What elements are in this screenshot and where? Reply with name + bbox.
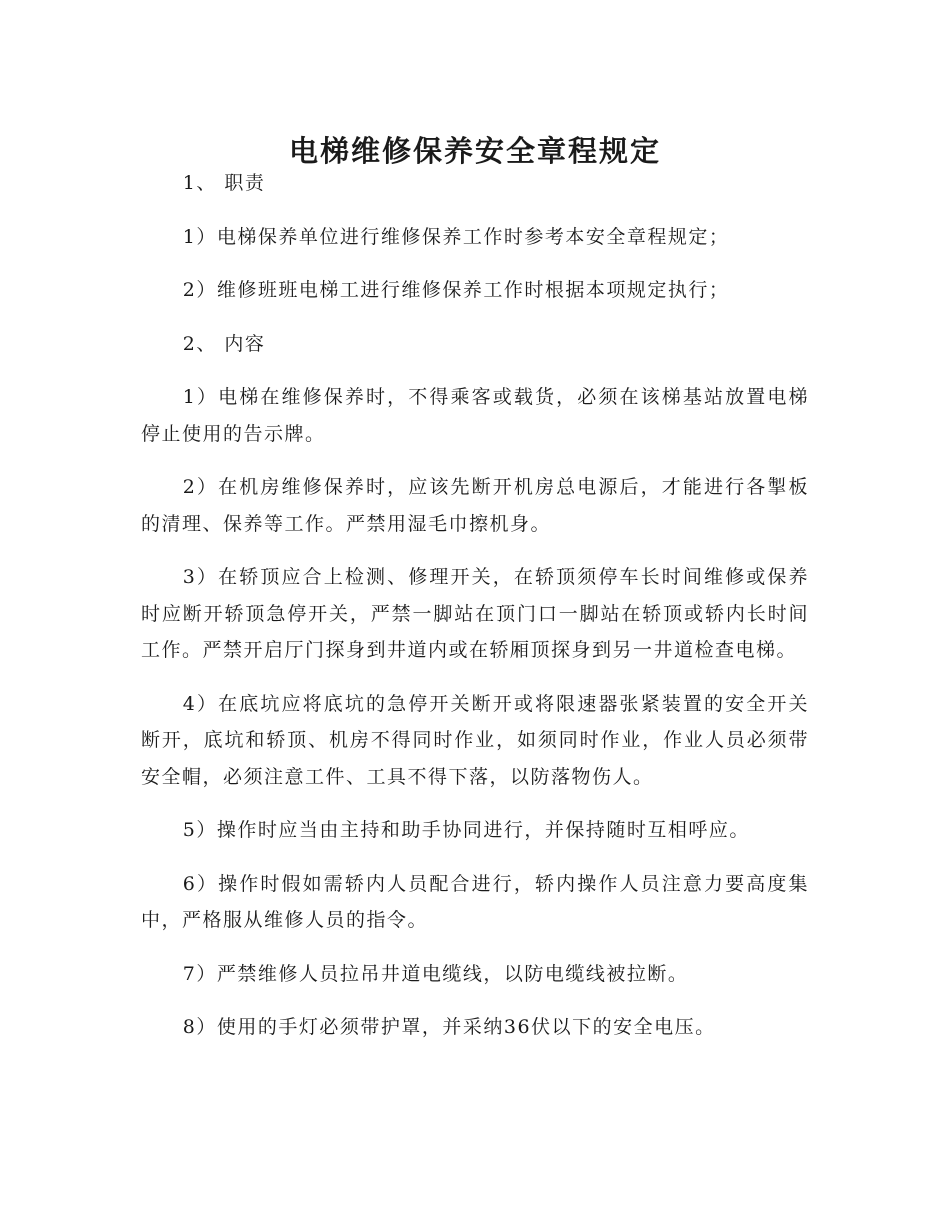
section-2-heading: 2、 内容 bbox=[182, 332, 266, 355]
document-title: 电梯维修保养安全章程规定 bbox=[288, 134, 661, 169]
section-2-item-3: 3）在轿顶应合上检测、修理开关，在轿顶须停车长时间维修或保养时应断开轿顶急停开关，严禁一脚站在顶门口一脚站在轿顶或轿内长时间工作。严禁开启厅门探身到井道内或在轿厢顶探身到另一井道检查电梯。 bbox=[141, 566, 809, 661]
section-2-item-7: 7）严禁维修人员拉吊井道电缆线，以防电缆线被拉断。 bbox=[182, 962, 689, 985]
section-2-item-5: 5）操作时应当由主持和助手协同进行，并保持随时互相呼应。 bbox=[182, 819, 750, 841]
section-2-item-6: 6）操作时假如需轿内人员配合进行，轿内操作人员注意力要高度集中，严格服从维修人员的指令。 bbox=[141, 872, 809, 931]
section-1-item-2: 2）维修班班电梯工进行维修保养工作时根据本项规定执行； bbox=[182, 279, 730, 301]
section-2-item-4: 4）在底坑应将底坑的急停开关断开或将限速器张紧装置的安全开关断开，底坑和轿顶、机房不得同时作业，如须同时作业，作业人员必须带安全帽，必须注意工件、工具不得下落，以防落物伤人。 bbox=[141, 692, 809, 788]
section-2-item-8: 8）使用的手灯必须带护罩，并采纳36伏以下的安全电压。 bbox=[182, 1016, 716, 1038]
section-1-item-1: 1）电梯保养单位进行维修保养工作时参考本安全章程规定； bbox=[182, 225, 730, 248]
section-1-heading: 1、 职责 bbox=[182, 172, 266, 194]
document-body bbox=[141, 165, 809, 1063]
section-2-item-2: 2）在机房维修保养时，应该先断开机房总电源后，才能进行各掣板的清理、保养等工作。严禁用湿毛巾擦机身。 bbox=[141, 476, 809, 535]
section-2-item-1: 1）电梯在维修保养时，不得乘客或载货，必须在该梯基站放置电梯停止使用的告示牌。 bbox=[141, 386, 809, 445]
